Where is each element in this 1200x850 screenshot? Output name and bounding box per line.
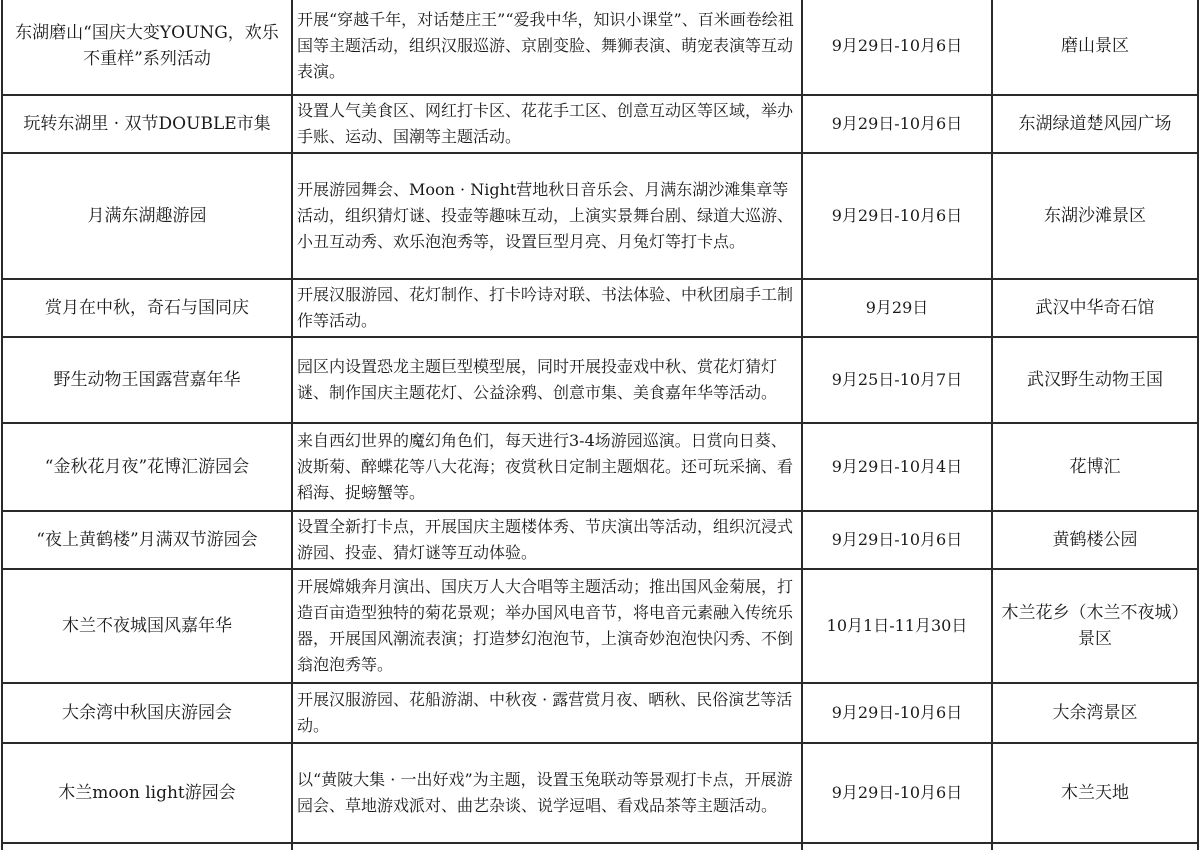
activity-name-cell [2, 153, 292, 279]
activity-name-cell [2, 279, 292, 337]
activity-location-cell [992, 153, 1198, 279]
activity-name-cell [2, 743, 292, 843]
activity-location-cell [992, 0, 1198, 95]
activity-name: “夜上黄鹤楼”月满双节游园会 [36, 530, 258, 550]
activity-description-cell [292, 95, 802, 153]
activity-location-cell [992, 337, 1198, 423]
table-row [2, 683, 1198, 743]
activity-date-cell [802, 153, 992, 279]
activity-name-cell [2, 0, 292, 95]
activity-name: 木兰不夜城国风嘉年华 [62, 616, 232, 636]
activity-date: 9月25日-10月7日 [831, 370, 963, 389]
activity-description: 开展“穿越千年，对话楚庄王”“爱我中华，知识小课堂”、百米画卷绘祖国等主题活动，组织汉服巡游、京剧变脸、舞狮表演、萌宠表演等互动表演。 [297, 10, 794, 81]
activity-location: 大余湾景区 [1052, 703, 1138, 723]
activity-name-cell [2, 683, 292, 743]
activity-date-cell [802, 511, 992, 569]
events-table [1, 0, 1199, 850]
activity-description: 来自西幻世界的魔幻角色们，每天进行3-4场游园巡演。日赏向日葵、波斯菊、醉蝶花等八大花海；夜赏秋日定制主题烟花。还可玩采摘、看稻海、捉螃蟹等。 [297, 431, 794, 502]
activity-location-cell [992, 569, 1198, 683]
activity-date: 9月29日-10月4日 [831, 457, 963, 476]
table-row [2, 279, 1198, 337]
activity-description: 园区内设置恐龙主题巨型模型展，同时开展投壶戏中秋、赏花灯猜灯谜、制作国庆主题花灯、公益涂鸦、创意市集、美食嘉年华等活动。 [297, 357, 778, 402]
activity-description-cell [292, 683, 802, 743]
activity-location-cell [992, 843, 1198, 850]
activity-location: 木兰花乡（木兰不夜城）景区 [1001, 603, 1189, 649]
activity-location-cell [992, 95, 1198, 153]
activity-location-cell [992, 279, 1198, 337]
activity-name: 野生动物王国露营嘉年华 [53, 370, 241, 390]
activity-date-cell [802, 569, 992, 683]
activity-description: 开展嫦娥奔月演出、国庆万人大合唱等主题活动；推出国风金菊展，打造百亩造型独特的菊花景观；举办国风电音节，将电音元素融入传统乐器，开展国风潮流表演；打造梦幻泡泡节，上演奇妙泡泡快闪秀、不倒翁泡泡秀等。 [297, 577, 794, 674]
activity-date: 9月29日-10月6日 [831, 206, 963, 225]
activity-description-cell [292, 337, 802, 423]
activity-description-cell [292, 0, 802, 95]
activity-location: 武汉中华奇石馆 [1035, 298, 1155, 318]
activity-date-cell [802, 683, 992, 743]
activity-date: 9月29日-10月6日 [831, 114, 963, 133]
activity-date-cell [802, 279, 992, 337]
activity-name: 月满东湖趣游园 [87, 206, 207, 226]
activity-description-cell [292, 279, 802, 337]
activity-date-cell [802, 95, 992, 153]
activity-description: 开展游园舞会、Moon · Night营地秋日音乐会、月满东湖沙滩集章等活动，组织猜灯谜、投壶等趣味互动，上演实景舞台剧、绿道大巡游、小丑互动秀、欢乐泡泡秀等，设置巨型月亮、月兔灯等打卡点。 [297, 180, 794, 251]
activity-name-cell [2, 569, 292, 683]
activity-name-cell [2, 511, 292, 569]
table-row [2, 743, 1198, 843]
table-row [2, 843, 1198, 850]
activity-location: 花博汇 [1069, 457, 1121, 477]
activity-description-cell [292, 153, 802, 279]
activity-date-cell [802, 337, 992, 423]
activity-location: 木兰天地 [1061, 783, 1129, 803]
activity-description: 设置人气美食区、网红打卡区、花花手工区、创意互动区等区域，举办手账、运动、国潮等主题活动。 [297, 101, 794, 146]
table-row [2, 95, 1198, 153]
activity-description-cell [292, 843, 802, 850]
table-row [2, 569, 1198, 683]
activity-name-cell [2, 95, 292, 153]
activity-date: 9月29日-10月6日 [831, 783, 963, 802]
activity-name-cell [2, 843, 292, 850]
activity-location: 东湖绿道楚风园广场 [1018, 114, 1172, 134]
activity-name: 木兰moon light游园会 [58, 783, 236, 803]
activity-date: 9月29日-10月6日 [831, 530, 963, 549]
activity-date-cell [802, 423, 992, 511]
activity-description: 设置全新打卡点，开展国庆主题楼体秀、节庆演出等活动，组织沉浸式游园、投壶、猜灯谜等互动体验。 [297, 517, 794, 562]
activity-name-cell [2, 337, 292, 423]
activity-date-cell [802, 743, 992, 843]
activity-location-cell [992, 511, 1198, 569]
activity-date: 9月29日-10月6日 [831, 703, 963, 722]
activity-description-cell [292, 743, 802, 843]
activity-date: 10月1日-11月30日 [826, 616, 968, 635]
activity-location: 黄鹤楼公园 [1052, 530, 1138, 550]
activity-name: 玩转东湖里 · 双节DOUBLE市集 [23, 114, 271, 134]
activity-location-cell [992, 683, 1198, 743]
activity-description: 开展汉服游园、花灯制作、打卡吟诗对联、书法体验、中秋团扇手工制作等活动。 [297, 285, 794, 330]
table-row [2, 511, 1198, 569]
activity-description: 开展汉服游园、花船游湖、中秋夜 · 露营赏月夜、晒秋、民俗演艺等活动。 [297, 690, 793, 735]
table-row [2, 423, 1198, 511]
activity-description-cell [292, 569, 802, 683]
activity-description-cell [292, 423, 802, 511]
activity-name: 赏月在中秋，奇石与国同庆 [45, 298, 249, 318]
activity-description: 以“黄陂大集 · 一出好戏”为主题，设置玉兔联动等景观打卡点，开展游园会、草地游戏派对、曲艺杂谈、说学逗唱、看戏品茶等主题活动。 [297, 770, 793, 815]
activity-name: 大余湾中秋国庆游园会 [62, 703, 232, 723]
activity-name: “金秋花月夜”花博汇游园会 [44, 457, 250, 477]
activity-description-cell [292, 511, 802, 569]
table-row [2, 337, 1198, 423]
activity-date-cell [802, 843, 992, 850]
table-row [2, 0, 1198, 95]
activity-date: 9月29日-10月6日 [831, 36, 963, 55]
activity-location: 磨山景区 [1061, 36, 1129, 56]
activity-location: 武汉野生动物王国 [1027, 370, 1163, 390]
activity-date: 9月29日 [865, 298, 929, 317]
activity-location-cell [992, 423, 1198, 511]
table-row [2, 153, 1198, 279]
activity-name: 东湖磨山“国庆大变YOUNG，欢乐不重样”系列活动 [15, 23, 279, 69]
activity-date-cell [802, 0, 992, 95]
activity-location-cell [992, 743, 1198, 843]
activity-name-cell [2, 423, 292, 511]
activity-location: 东湖沙滩景区 [1044, 206, 1146, 226]
